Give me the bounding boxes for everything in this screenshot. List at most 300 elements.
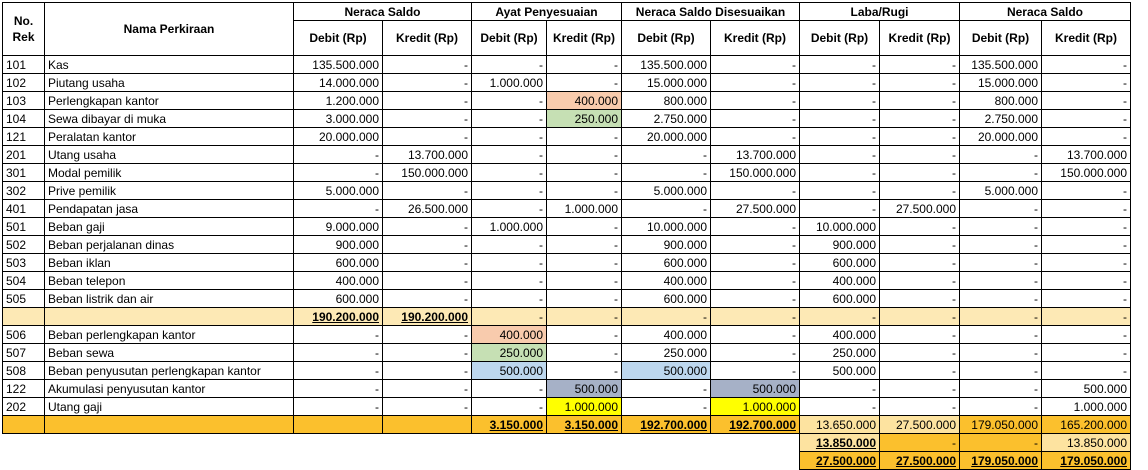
amount-cell: 500.000 [622,362,711,380]
amount-cell: 800.000 [622,92,711,110]
amount-cell: - [472,236,547,254]
balance-cell: 179.050.000 [960,452,1042,470]
amount-cell: - [960,200,1042,218]
amount-cell: 500.000 [800,362,880,380]
header-debit-2: Debit (Rp) [622,21,711,56]
amount-cell: - [711,218,800,236]
account-number: 508 [3,362,45,380]
amount-cell: - [294,380,383,398]
amount-cell: - [711,110,800,128]
header-neraca-saldo-disesuaikan: Neraca Saldo Disesuaikan [622,3,800,21]
amount-cell: 135.500.000 [622,56,711,74]
table-row [3,326,1131,344]
amount-cell: 13.700.000 [383,146,472,164]
amount-cell: - [960,272,1042,290]
account-name: Kas [45,56,294,74]
blank-cell [383,434,472,452]
amount-cell: 250.000 [547,110,622,128]
amount-cell: 135.500.000 [294,56,383,74]
amount-cell: 13.700.000 [1042,146,1131,164]
amount-cell: - [294,326,383,344]
amount-cell: - [880,326,960,344]
amount-cell: - [880,380,960,398]
amount-cell: - [960,236,1042,254]
header-kredit-1: Kredit (Rp) [547,21,622,56]
header-debit-3: Debit (Rp) [800,21,880,56]
amount-cell: - [880,344,960,362]
blank-cell [622,452,711,470]
amount-cell: - [1042,128,1131,146]
table-row [3,290,1131,308]
table-row [3,200,1131,218]
amount-cell: - [960,398,1042,416]
amount-cell: - [383,254,472,272]
amount-cell: - [622,164,711,182]
amount-cell: - [383,110,472,128]
total-row [3,416,1131,434]
amount-cell: - [472,146,547,164]
amount-cell: 20.000.000 [960,128,1042,146]
amount-cell: 400.000 [294,272,383,290]
amount-cell: 400.000 [622,326,711,344]
account-name: Utang gaji [45,398,294,416]
amount-cell: - [294,344,383,362]
amount-cell: - [472,110,547,128]
amount-cell: 400.000 [800,272,880,290]
table-row [3,362,1131,380]
account-number: 101 [3,56,45,74]
amount-cell: - [472,128,547,146]
amount-cell: - [547,164,622,182]
table-row [3,128,1131,146]
balance-cell: - [960,434,1042,452]
amount-cell: 3.000.000 [294,110,383,128]
amount-cell: - [711,290,800,308]
header-nama-perkiraan: Nama Perkiraan [45,3,294,56]
account-number: 103 [3,92,45,110]
table-row [3,110,1131,128]
account-name: Utang usaha [45,146,294,164]
table-row [3,398,1131,416]
amount-cell: - [1042,254,1131,272]
amount-cell: - [1042,272,1131,290]
amount-cell: - [547,326,622,344]
amount-cell: - [547,344,622,362]
account-name: Piutang usaha [45,74,294,92]
amount-cell: 900.000 [294,236,383,254]
account-number: 502 [3,236,45,254]
amount-cell: - [960,254,1042,272]
account-name: Beban perjalanan dinas [45,236,294,254]
header-kredit-0: Kredit (Rp) [383,21,472,56]
amount-cell: 250.000 [622,344,711,362]
balance-cell: 27.500.000 [800,452,880,470]
account-number: 202 [3,398,45,416]
header-neraca-saldo-akhir: Neraca Saldo [960,3,1131,21]
table-row [3,56,1131,74]
table-row [3,254,1131,272]
header-ayat-penyesuaian: Ayat Penyesuaian [472,3,622,21]
amount-cell: - [472,254,547,272]
header-debit-4: Debit (Rp) [960,21,1042,56]
total-cell: 27.500.000 [880,416,960,434]
amount-cell: 500.000 [472,362,547,380]
amount-cell: 1.000.000 [711,398,800,416]
amount-cell: - [960,380,1042,398]
account-number: 102 [3,74,45,92]
amount-cell: - [800,398,880,416]
amount-cell: - [472,200,547,218]
table-row [3,92,1131,110]
amount-cell: 150.000.000 [383,164,472,182]
amount-cell: 1.000.000 [472,218,547,236]
amount-cell: - [711,74,800,92]
amount-cell: - [294,398,383,416]
table-row [3,182,1131,200]
balance-cell: 27.500.000 [880,452,960,470]
blank-cell [622,434,711,452]
amount-cell: 400.000 [472,326,547,344]
amount-cell: - [547,290,622,308]
amount-cell: - [880,146,960,164]
account-name: Pendapatan jasa [45,200,294,218]
balance-cell: 179.050.000 [1042,452,1131,470]
header-neraca-saldo: Neraca Saldo [294,3,472,21]
subtotal-cell: - [1042,308,1131,326]
account-number: 201 [3,146,45,164]
amount-cell: - [383,182,472,200]
amount-cell: - [800,200,880,218]
amount-cell: - [711,128,800,146]
blank-cell [294,434,383,452]
amount-cell: - [1042,344,1131,362]
amount-cell: - [960,362,1042,380]
amount-cell: - [383,380,472,398]
amount-cell: - [960,326,1042,344]
amount-cell: - [383,92,472,110]
amount-cell: 26.500.000 [383,200,472,218]
total-cell [383,416,472,434]
amount-cell: - [800,74,880,92]
total-cell: 13.650.000 [800,416,880,434]
amount-cell: 150.000.000 [711,164,800,182]
account-name: Beban iklan [45,254,294,272]
amount-cell: 1.000.000 [547,200,622,218]
amount-cell: 27.500.000 [711,200,800,218]
empty-cell [3,416,45,434]
empty-cell [45,416,294,434]
account-name: Modal pemilik [45,164,294,182]
table-row [3,164,1131,182]
header-debit-0: Debit (Rp) [294,21,383,56]
amount-cell: - [880,236,960,254]
amount-cell: 500.000 [711,380,800,398]
account-number: 122 [3,380,45,398]
amount-cell: - [547,272,622,290]
amount-cell: - [547,362,622,380]
amount-cell: - [383,398,472,416]
balance-cell: 13.850.000 [1042,434,1131,452]
account-number: 505 [3,290,45,308]
amount-cell: - [711,344,800,362]
amount-cell: - [880,74,960,92]
account-name: Beban gaji [45,218,294,236]
account-name: Beban penyusutan perlengkapan kantor [45,362,294,380]
amount-cell: - [880,398,960,416]
amount-cell: - [472,380,547,398]
amount-cell: 600.000 [800,254,880,272]
amount-cell: - [1042,200,1131,218]
amount-cell: 1.000.000 [547,398,622,416]
amount-cell: - [800,164,880,182]
amount-cell: - [383,272,472,290]
account-name: Akumulasi penyusutan kantor [45,380,294,398]
header-kredit-4: Kredit (Rp) [1042,21,1131,56]
account-number: 302 [3,182,45,200]
total-cell: 165.200.000 [1042,416,1131,434]
amount-cell: - [1042,362,1131,380]
amount-cell: 150.000.000 [1042,164,1131,182]
total-cell: 179.050.000 [960,416,1042,434]
amount-cell: 13.700.000 [711,146,800,164]
amount-cell: - [1042,236,1131,254]
amount-cell: 2.750.000 [622,110,711,128]
empty-cell [3,308,45,326]
amount-cell: - [1042,92,1131,110]
amount-cell: 20.000.000 [622,128,711,146]
amount-cell: 600.000 [800,290,880,308]
amount-cell: 20.000.000 [294,128,383,146]
amount-cell: 5.000.000 [294,182,383,200]
account-name: Beban sewa [45,344,294,362]
net-income-row [3,434,1131,452]
amount-cell: 900.000 [800,236,880,254]
account-name: Sewa dibayar di muka [45,110,294,128]
account-number: 504 [3,272,45,290]
amount-cell: - [383,326,472,344]
amount-cell: - [383,344,472,362]
header-laba-rugi: Laba/Rugi [800,3,960,21]
amount-cell: - [294,362,383,380]
amount-cell: - [622,200,711,218]
amount-cell: - [383,362,472,380]
table-row [3,74,1131,92]
amount-cell: - [880,290,960,308]
amount-cell: 250.000 [800,344,880,362]
amount-cell: 600.000 [294,254,383,272]
blank-cell [711,434,800,452]
amount-cell: - [711,92,800,110]
amount-cell: 10.000.000 [800,218,880,236]
amount-cell: - [383,218,472,236]
amount-cell: - [880,362,960,380]
blank-cell [472,434,547,452]
account-name: Beban listrik dan air [45,290,294,308]
amount-cell: - [383,290,472,308]
amount-cell: 1.000.000 [1042,398,1131,416]
amount-cell: - [800,128,880,146]
amount-cell: 250.000 [472,344,547,362]
table-row [3,380,1131,398]
table-row [3,146,1131,164]
amount-cell: - [711,272,800,290]
amount-cell: - [472,164,547,182]
amount-cell: - [547,74,622,92]
blank-cell [472,452,547,470]
balance-cell: - [880,434,960,452]
account-number: 503 [3,254,45,272]
amount-cell: - [547,182,622,200]
amount-cell: - [294,200,383,218]
subtotal-cell: - [880,308,960,326]
amount-cell: - [383,236,472,254]
table-row [3,344,1131,362]
blank-cell [547,434,622,452]
balance-cell: 13.850.000 [800,434,880,452]
amount-cell: 600.000 [622,290,711,308]
amount-cell: - [880,272,960,290]
amount-cell: - [960,344,1042,362]
table-row [3,218,1131,236]
total-cell [294,416,383,434]
amount-cell: - [800,380,880,398]
account-name: Peralatan kantor [45,128,294,146]
account-name: Beban perlengkapan kantor [45,326,294,344]
amount-cell: - [294,164,383,182]
amount-cell: - [880,182,960,200]
amount-cell: - [472,92,547,110]
amount-cell: - [472,182,547,200]
total-cell: 3.150.000 [547,416,622,434]
amount-cell: 500.000 [547,380,622,398]
amount-cell: 10.000.000 [622,218,711,236]
header-kredit-2: Kredit (Rp) [711,21,800,56]
amount-cell: - [960,164,1042,182]
empty-cell [45,308,294,326]
subtotal-cell: - [622,308,711,326]
amount-cell: - [547,218,622,236]
blank-cell [3,434,45,452]
total-cell: 192.700.000 [622,416,711,434]
amount-cell: - [1042,182,1131,200]
amount-cell: - [711,254,800,272]
amount-cell: - [622,398,711,416]
amount-cell: - [1042,290,1131,308]
amount-cell: - [800,110,880,128]
amount-cell: - [547,56,622,74]
amount-cell: - [800,56,880,74]
amount-cell: - [960,290,1042,308]
amount-cell: 1.200.000 [294,92,383,110]
amount-cell: - [383,74,472,92]
amount-cell: - [880,218,960,236]
account-number: 501 [3,218,45,236]
blank-cell [547,452,622,470]
amount-cell: 2.750.000 [960,110,1042,128]
amount-cell: - [1042,74,1131,92]
account-name: Prive pemilik [45,182,294,200]
account-number: 104 [3,110,45,128]
balance-row [3,452,1131,470]
amount-cell: - [383,128,472,146]
amount-cell: - [711,236,800,254]
total-cell: 192.700.000 [711,416,800,434]
amount-cell: - [800,146,880,164]
account-name: Beban telepon [45,272,294,290]
amount-cell: - [711,326,800,344]
amount-cell: - [472,56,547,74]
subtotal-cell: - [711,308,800,326]
blank-cell [45,452,294,470]
amount-cell: - [294,146,383,164]
subtotal-cell: 190.200.000 [294,308,383,326]
amount-cell: 800.000 [960,92,1042,110]
amount-cell: 400.000 [622,272,711,290]
amount-cell: - [800,182,880,200]
amount-cell: - [472,272,547,290]
header-debit-1: Debit (Rp) [472,21,547,56]
amount-cell: 600.000 [294,290,383,308]
amount-cell: - [547,146,622,164]
blank-cell [294,452,383,470]
amount-cell: 15.000.000 [960,74,1042,92]
amount-cell: - [622,380,711,398]
amount-cell: 400.000 [800,326,880,344]
amount-cell: 5.000.000 [622,182,711,200]
amount-cell: - [880,164,960,182]
amount-cell: - [622,146,711,164]
blank-cell [383,452,472,470]
amount-cell: 1.000.000 [472,74,547,92]
amount-cell: - [1042,326,1131,344]
amount-cell: - [547,254,622,272]
amount-cell: - [547,128,622,146]
amount-cell: - [880,110,960,128]
amount-cell: - [472,290,547,308]
amount-cell: - [880,128,960,146]
amount-cell: - [1042,218,1131,236]
account-number: 121 [3,128,45,146]
account-number: 301 [3,164,45,182]
subtotal-row [3,308,1131,326]
amount-cell: - [880,92,960,110]
amount-cell: - [880,56,960,74]
amount-cell: 14.000.000 [294,74,383,92]
header-no-rek: No. Rek [3,3,45,56]
amount-cell: - [1042,110,1131,128]
amount-cell: 900.000 [622,236,711,254]
amount-cell: - [547,236,622,254]
account-name: Perlengkapan kantor [45,92,294,110]
table-row [3,272,1131,290]
amount-cell: 9.000.000 [294,218,383,236]
account-number: 401 [3,200,45,218]
amount-cell: - [711,362,800,380]
amount-cell: - [1042,56,1131,74]
amount-cell: 600.000 [622,254,711,272]
amount-cell: - [472,398,547,416]
blank-cell [711,452,800,470]
amount-cell: 500.000 [1042,380,1131,398]
amount-cell: - [383,56,472,74]
amount-cell: - [880,254,960,272]
amount-cell: 5.000.000 [960,182,1042,200]
amount-cell: 15.000.000 [622,74,711,92]
amount-cell: - [711,182,800,200]
amount-cell: 135.500.000 [960,56,1042,74]
blank-cell [3,452,45,470]
amount-cell: 400.000 [547,92,622,110]
